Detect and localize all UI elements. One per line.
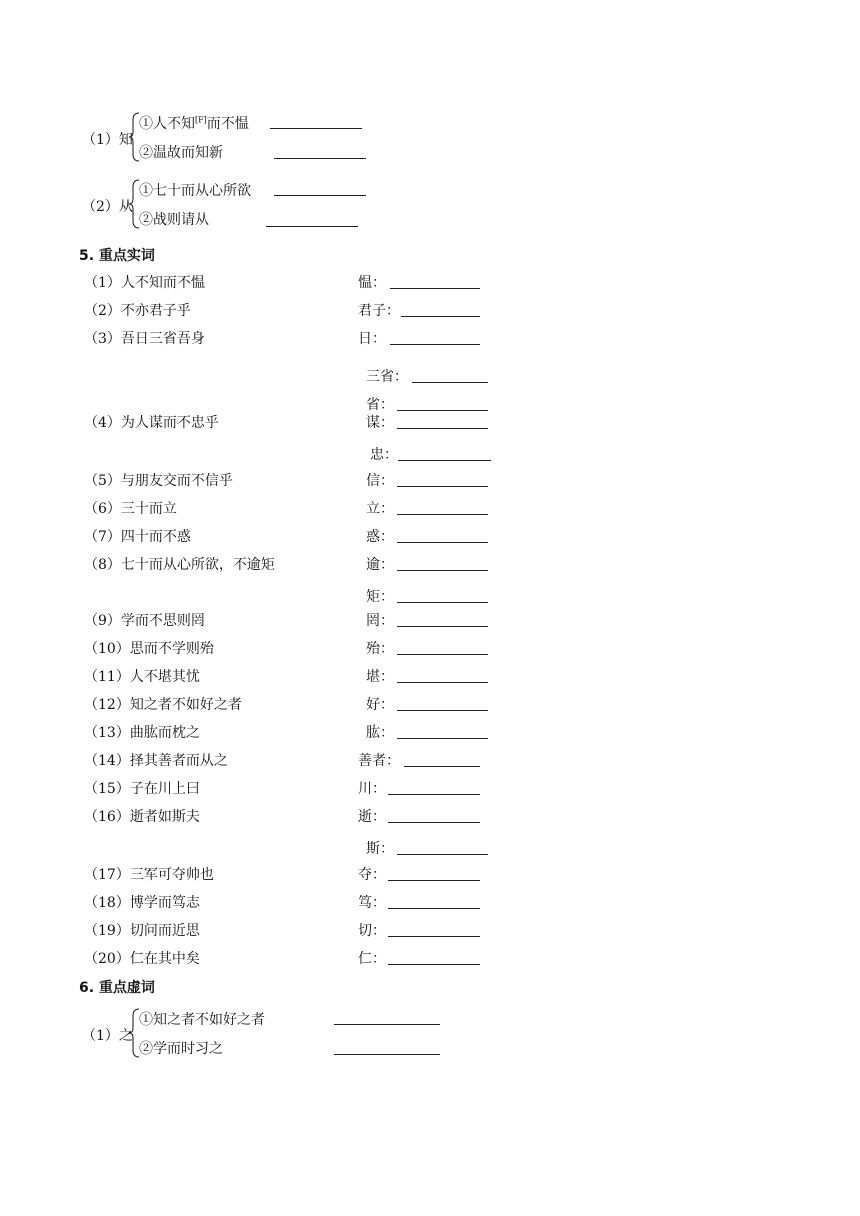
vocab-sentence: （17）三军可夺帅也	[84, 867, 214, 883]
answer-blank[interactable]	[397, 410, 488, 411]
vocab-term-label: 惑：	[366, 529, 394, 545]
answer-blank[interactable]	[397, 570, 488, 571]
answer-blank[interactable]	[397, 654, 488, 655]
vocab-term-label: 君子：	[358, 303, 400, 319]
answer-blank[interactable]	[388, 936, 480, 937]
answer-blank[interactable]	[397, 710, 488, 711]
vocab-term-label: 立：	[366, 501, 394, 517]
vocab-sentence: （11）人不堪其忧	[84, 669, 200, 685]
vocab-row	[84, 694, 860, 714]
answer-blank[interactable]	[390, 288, 480, 289]
vocab-row	[84, 554, 860, 574]
vocab-row	[84, 470, 860, 490]
section-heading: 6. 重点虚词	[79, 980, 155, 996]
vocab-term-label: 谋：	[366, 415, 394, 431]
group-label: （2）从	[82, 199, 133, 215]
vocab-row	[84, 864, 860, 884]
vocab-sentence: （8）七十而从心所欲，不逾矩	[84, 557, 275, 573]
answer-blank[interactable]	[388, 822, 480, 823]
vocab-sentence: （19）切问而近思	[84, 923, 200, 939]
vocab-sentence: （12）知之者不如好之者	[84, 697, 242, 713]
vocab-row	[84, 444, 860, 464]
vocab-term-label: 三省：	[366, 369, 408, 385]
vocab-row	[84, 526, 860, 546]
vocab-row	[84, 892, 860, 912]
vocab-sentence: （3）吾日三省吾身	[84, 331, 205, 347]
vocab-sentence: （15）子在川上曰	[84, 781, 200, 797]
answer-blank[interactable]	[266, 226, 358, 227]
vocab-row	[84, 750, 860, 770]
vocab-term-label: 肱：	[366, 725, 394, 741]
vocab-term-label: 罔：	[366, 613, 394, 629]
vocab-row	[84, 366, 860, 386]
vocab-row	[84, 948, 860, 968]
vocab-row	[84, 272, 860, 292]
vocab-sentence: （13）曲肱而枕之	[84, 725, 200, 741]
vocab-row	[84, 838, 860, 858]
example-sentence: ②温故而知新	[139, 145, 223, 161]
vocab-term-label: 逝：	[358, 809, 386, 825]
vocab-term-label: 夺：	[358, 867, 386, 883]
vocab-row	[84, 722, 860, 742]
vocab-row	[84, 412, 860, 432]
answer-blank[interactable]	[270, 128, 362, 129]
answer-blank[interactable]	[388, 908, 480, 909]
vocab-sentence: （4）为人谋而不忠乎	[84, 415, 219, 431]
group-label: （1）之	[82, 1028, 133, 1044]
vocab-term-label: 仁：	[358, 951, 386, 967]
vocab-row	[84, 586, 860, 606]
section-heading: 5. 重点实词	[79, 248, 155, 264]
answer-blank[interactable]	[397, 542, 488, 543]
vocab-sentence: （6）三十而立	[84, 501, 177, 517]
answer-blank[interactable]	[397, 486, 488, 487]
answer-blank[interactable]	[404, 766, 480, 767]
vocab-term-label: 日：	[358, 331, 386, 347]
example-sentence: ②学而时习之	[139, 1041, 223, 1057]
vocab-row	[84, 778, 860, 798]
vocab-row	[84, 806, 860, 826]
vocab-row	[84, 610, 860, 630]
vocab-row	[84, 498, 860, 518]
vocab-term-label: 斯：	[366, 841, 394, 857]
answer-blank[interactable]	[274, 195, 366, 196]
vocab-term-label: 善者：	[358, 753, 400, 769]
vocab-term-label: 矩：	[366, 589, 394, 605]
vocab-row	[84, 920, 860, 940]
answer-blank[interactable]	[397, 738, 488, 739]
vocab-term-label: 忠：	[370, 447, 398, 463]
vocab-sentence: （18）博学而笃志	[84, 895, 200, 911]
vocab-row	[84, 300, 860, 320]
vocab-term-label: 殆：	[366, 641, 394, 657]
vocab-term-label: 笃：	[358, 895, 386, 911]
vocab-sentence: （14）择其善者而从之	[84, 753, 228, 769]
answer-blank[interactable]	[388, 794, 480, 795]
vocab-term-label: 省：	[366, 397, 394, 413]
vocab-term-label: 信：	[366, 473, 394, 489]
example-sentence: ①七十而从心所欲	[139, 183, 251, 199]
vocab-term-label: 好：	[366, 697, 394, 713]
example-sentence: ①知之者不如好之者	[139, 1012, 265, 1028]
vocab-sentence: （10）思而不学则殆	[84, 641, 214, 657]
vocab-row	[84, 638, 860, 658]
answer-blank[interactable]	[397, 602, 488, 603]
vocab-sentence: （2）不亦君子乎	[84, 303, 191, 319]
vocab-sentence: （16）逝者如斯夫	[84, 809, 200, 825]
answer-blank[interactable]	[334, 1024, 440, 1025]
answer-blank[interactable]	[397, 514, 488, 515]
vocab-term-label: 川：	[358, 781, 386, 797]
answer-blank[interactable]	[390, 344, 480, 345]
vocab-sentence: （7）四十而不惑	[84, 529, 191, 545]
vocab-sentence: （1）人不知而不愠	[84, 275, 205, 291]
vocab-term-label: 愠：	[358, 275, 386, 291]
answer-blank[interactable]	[397, 854, 488, 855]
vocab-sentence: （5）与朋友交而不信乎	[84, 473, 233, 489]
vocab-term-label: 逾：	[366, 557, 394, 573]
answer-blank[interactable]	[397, 428, 488, 429]
vocab-row	[84, 394, 860, 414]
vocab-sentence: （20）仁在其中矣	[84, 951, 200, 967]
vocab-sentence: （9）学而不思则罔	[84, 613, 205, 629]
answer-blank[interactable]	[274, 158, 366, 159]
vocab-term-label: 堪：	[366, 669, 394, 685]
answer-blank[interactable]	[397, 626, 488, 627]
answer-blank[interactable]	[397, 682, 488, 683]
example-sentence: ②战则请从	[139, 212, 209, 228]
answer-blank[interactable]	[388, 964, 480, 965]
answer-blank[interactable]	[398, 460, 491, 461]
answer-blank[interactable]	[401, 316, 480, 317]
answer-blank[interactable]	[334, 1054, 440, 1055]
group-label: （1）知	[82, 132, 133, 148]
answer-blank[interactable]	[412, 382, 488, 383]
vocab-term-label: 切：	[358, 923, 386, 939]
vocab-row	[84, 666, 860, 686]
vocab-row	[84, 328, 860, 348]
answer-blank[interactable]	[388, 880, 480, 881]
example-sentence: ①人不知[F]而不愠	[139, 115, 249, 132]
